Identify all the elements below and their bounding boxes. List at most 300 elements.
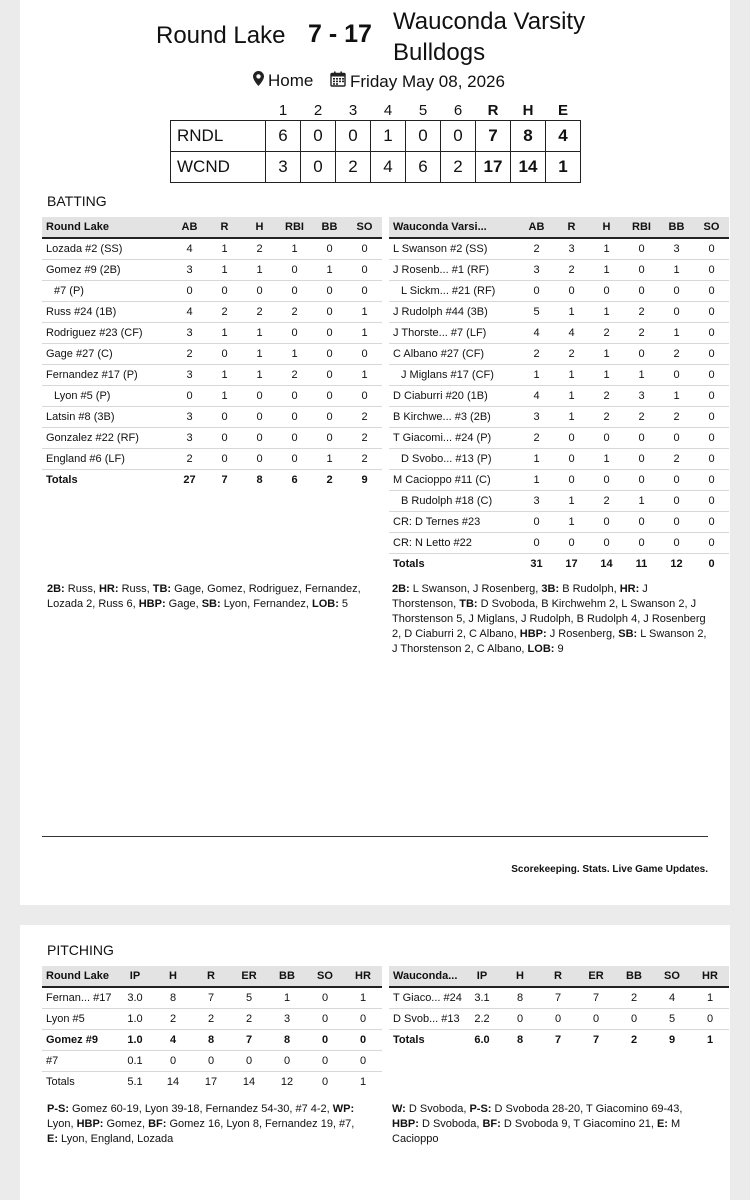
stat-value: 2	[347, 449, 382, 470]
player-name: D Svobo... #13 (P)	[389, 449, 519, 470]
stat-value: 0	[694, 302, 729, 323]
stat-value: 0	[207, 344, 242, 365]
stat-value: 0	[347, 344, 382, 365]
stat-value: 1	[207, 238, 242, 260]
table-row	[389, 449, 729, 470]
inning-score: 0	[441, 121, 476, 152]
stat-value: 0	[659, 365, 694, 386]
note-key: BF:	[148, 1118, 167, 1130]
stat-column-header: AB	[172, 217, 207, 238]
stat-value: 2	[554, 260, 589, 281]
stat-value: 1	[519, 470, 554, 491]
stat-value: 4	[154, 1030, 192, 1051]
pitching-card	[20, 925, 730, 1200]
stat-value: 3	[519, 491, 554, 512]
pitching-table-away	[389, 966, 729, 1050]
stat-value: 0	[207, 428, 242, 449]
stat-value: 1	[207, 386, 242, 407]
stat-value: 0	[277, 260, 312, 281]
note-key: E:	[656, 1118, 668, 1130]
stat-value: 1	[589, 238, 624, 260]
stat-value: 0	[554, 470, 589, 491]
stat-value: 3	[519, 407, 554, 428]
inning-header: 2	[313, 101, 323, 119]
team-name-header: Wauconda Varsi...	[389, 217, 519, 238]
player-name: Fernan... #17	[42, 987, 116, 1009]
stat-value: 0	[306, 987, 344, 1009]
stat-value: 0	[577, 1009, 615, 1030]
stat-value: 8	[268, 1030, 306, 1051]
table-row	[42, 323, 382, 344]
stat-value: 0	[172, 386, 207, 407]
runs-total: 17	[476, 152, 511, 183]
totals-value: 7	[221, 474, 228, 486]
stat-value: 2.2	[463, 1009, 501, 1030]
stat-value: 0	[589, 533, 624, 554]
away-team-name: Wauconda Varsity Bulldogs	[393, 8, 586, 66]
player-name: England #6 (LF)	[42, 449, 172, 470]
stat-value: 1	[207, 323, 242, 344]
stat-value: 0	[312, 323, 347, 344]
calendar-icon	[330, 71, 346, 92]
player-name: T Giacomi... #24 (P)	[389, 428, 519, 449]
stat-value: 0	[242, 428, 277, 449]
box-score-card	[20, 0, 730, 905]
note-key: WP:	[332, 1103, 355, 1115]
totals-value: 27	[183, 474, 196, 486]
stat-value: 0	[694, 533, 729, 554]
pitching-table-home	[42, 966, 382, 1092]
note-value: Russ,	[118, 583, 153, 595]
table-row	[389, 281, 729, 302]
table-row	[42, 238, 382, 260]
stat-value: 1	[242, 260, 277, 281]
player-name: J Rudolph #44 (3B)	[389, 302, 519, 323]
stat-value: 0	[694, 260, 729, 281]
note-value: Gomez 16, Lyon 8, Fernandez 19, #7,	[166, 1118, 355, 1130]
stat-value: 0	[694, 491, 729, 512]
note-value: Gomez 60-19, Lyon 39-18, Fernandez 54-30, #7 4-2,	[69, 1103, 333, 1115]
note-value: L Swanson 2, J Thorstenson 2, C Albano,	[392, 628, 707, 655]
stat-value: 0	[312, 428, 347, 449]
player-name: CR: D Ternes #23	[389, 512, 519, 533]
stat-value: 2	[589, 491, 624, 512]
player-name: L Swanson #2 (SS)	[389, 238, 519, 260]
note-value: L Swanson, J Rosenberg,	[409, 583, 542, 595]
totals-value: 9	[668, 1034, 676, 1046]
stat-value: 0	[519, 281, 554, 302]
note-value: Russ,	[64, 583, 99, 595]
stat-value: 0	[207, 281, 242, 302]
stat-column-header: ER	[230, 966, 268, 987]
stat-value: 1	[624, 365, 659, 386]
stat-value: 0	[312, 344, 347, 365]
note-value: B Rudolph,	[559, 583, 620, 595]
stat-value: 0	[694, 386, 729, 407]
stat-value: 2	[154, 1009, 192, 1030]
stat-value: 2	[519, 344, 554, 365]
stat-value: 1	[519, 365, 554, 386]
note-key: HR:	[619, 583, 640, 595]
note-key: TB:	[152, 583, 172, 595]
stat-column-header: RBI	[277, 217, 312, 238]
note-key: TB:	[459, 598, 478, 610]
table-row	[42, 302, 382, 323]
totals-value: 1	[706, 1034, 714, 1046]
stat-column-header: HR	[691, 966, 729, 987]
note-key: SB:	[618, 628, 638, 640]
stat-column-header: H	[154, 966, 192, 987]
totals-value: 12	[670, 558, 683, 570]
stat-value: 2	[230, 1009, 268, 1030]
stat-column-header: ER	[577, 966, 615, 987]
totals-value: 17	[204, 1076, 218, 1088]
totals-label: Totals	[46, 1076, 75, 1088]
note-key: P-S:	[47, 1103, 69, 1115]
hits-total: 8	[511, 121, 546, 152]
stat-column-header: H	[242, 217, 277, 238]
stat-value: 4	[519, 323, 554, 344]
stat-value: 0	[347, 238, 382, 260]
note-key: HBP:	[76, 1118, 104, 1130]
stat-value: 2	[347, 407, 382, 428]
stat-value: 2	[615, 987, 653, 1009]
hits-header: H	[522, 101, 534, 119]
stat-value: 1	[242, 323, 277, 344]
stat-column-header: HR	[344, 966, 382, 987]
player-name: J Rosenb... #1 (RF)	[389, 260, 519, 281]
stat-value: 1	[624, 491, 659, 512]
stat-value: 1	[277, 344, 312, 365]
stat-value: 3.0	[116, 987, 154, 1009]
stat-value: 3	[624, 386, 659, 407]
stat-value: 1	[554, 512, 589, 533]
table-row	[42, 1030, 382, 1051]
player-name: B Kirchwe... #3 (2B)	[389, 407, 519, 428]
stat-value: 0	[268, 1051, 306, 1072]
stat-value: 0	[659, 512, 694, 533]
stat-value: 4	[519, 386, 554, 407]
table-header-row	[42, 966, 382, 987]
stat-value: 0	[694, 470, 729, 491]
totals-value: 7	[592, 1034, 600, 1046]
stat-value: 4	[172, 302, 207, 323]
note-key: LOB:	[527, 643, 555, 655]
inning-score: 3	[266, 152, 301, 183]
stat-value: 0	[277, 407, 312, 428]
totals-value: 14	[600, 558, 613, 570]
note-key: E:	[47, 1133, 58, 1145]
totals-value: 6	[291, 474, 298, 486]
stat-value: 8	[501, 987, 539, 1009]
note-value: Lyon, England, Lozada	[58, 1133, 174, 1145]
stat-value: 0	[306, 1009, 344, 1030]
totals-row	[389, 554, 729, 575]
note-value: D Svoboda,	[405, 1103, 470, 1115]
stat-value: 0	[347, 281, 382, 302]
stat-value: 0	[344, 1030, 382, 1051]
stat-value: 8	[154, 987, 192, 1009]
stat-value: 0	[172, 281, 207, 302]
stat-value: 0	[347, 260, 382, 281]
stat-value: 0	[312, 302, 347, 323]
stat-value: 2	[172, 449, 207, 470]
stat-column-header: R	[192, 966, 230, 987]
note-value: Lyon, Fernandez,	[220, 598, 312, 610]
note-value: Gage, Gomez, Rodriguez, Fernandez, Lozada 2, Russ 6,	[47, 583, 361, 610]
team-name-header: Wauconda...	[389, 966, 463, 987]
stat-column-header: IP	[463, 966, 501, 987]
note-value: 9	[554, 643, 564, 655]
note-key: 3B:	[541, 583, 560, 595]
stat-value: 0	[207, 407, 242, 428]
stat-value: 2	[192, 1009, 230, 1030]
batting-section-title: BATTING	[47, 193, 107, 209]
stat-value: 0	[694, 428, 729, 449]
note-key: LOB:	[311, 598, 339, 610]
note-value: D Svoboda 28-20, T Giacomino 69-43,	[491, 1103, 683, 1115]
tagline: Scorekeeping. Stats. Live Game Updates.	[511, 864, 708, 875]
stat-value: 0	[694, 365, 729, 386]
totals-value: 8	[516, 1034, 524, 1046]
stat-value: 0	[694, 238, 729, 260]
stat-value: 0	[624, 238, 659, 260]
stat-value: 2	[519, 238, 554, 260]
table-row	[389, 365, 729, 386]
player-name: Fernandez #17 (P)	[42, 365, 172, 386]
player-name: Latsin #8 (3B)	[42, 407, 172, 428]
table-row	[389, 386, 729, 407]
player-name: Gage #27 (C)	[42, 344, 172, 365]
home-team-name: Round Lake	[156, 22, 286, 49]
stat-value: 0	[659, 302, 694, 323]
stat-value: 1	[554, 491, 589, 512]
stat-value: 2	[242, 302, 277, 323]
player-name: D Svob... #13	[389, 1009, 463, 1030]
stat-value: 7	[230, 1030, 268, 1051]
stat-value: 0	[624, 281, 659, 302]
stat-value: 1	[691, 987, 729, 1009]
line-score-row-home	[171, 121, 581, 152]
stat-value: 0.1	[116, 1051, 154, 1072]
inning-header: 1	[278, 101, 288, 119]
player-name: B Rudolph #18 (C)	[389, 491, 519, 512]
stat-value: 0	[554, 281, 589, 302]
date-label: Friday May 08, 2026	[350, 71, 505, 91]
inning-score: 2	[441, 152, 476, 183]
stat-value: 0	[312, 365, 347, 386]
note-value: D Svoboda,	[418, 1118, 483, 1130]
player-name: #7 (P)	[42, 281, 172, 302]
inning-header: 6	[453, 101, 463, 119]
stat-value: 2	[624, 323, 659, 344]
hits-total: 14	[511, 152, 546, 183]
stat-column-header: IP	[116, 966, 154, 987]
stat-value: 1	[242, 365, 277, 386]
stat-value: 0	[519, 512, 554, 533]
stat-value: 0	[624, 344, 659, 365]
stat-value: 2	[347, 428, 382, 449]
stat-value: 1	[242, 344, 277, 365]
runs-total: 7	[476, 121, 511, 152]
stat-value: 0	[306, 1051, 344, 1072]
stat-value: 0	[277, 281, 312, 302]
stat-value: 0	[624, 512, 659, 533]
stat-column-header: BB	[312, 217, 347, 238]
note-key: HBP:	[138, 598, 166, 610]
stat-value: 1	[554, 386, 589, 407]
runs-header: R	[487, 101, 499, 119]
table-row	[42, 281, 382, 302]
stat-value: 1	[554, 365, 589, 386]
note-key: BF:	[482, 1118, 501, 1130]
table-row	[389, 491, 729, 512]
totals-value: 14	[166, 1076, 180, 1088]
stat-value: 0	[615, 1009, 653, 1030]
inning-score: 4	[371, 152, 406, 183]
note-value: D Svoboda, B Kirchwehm 2, L Swanson 2, J Thorstenson 5, J Miglans, J Rudolph, B Rudolph 4, J Rosenberg 2, D Ciaburri 2, C Albano,	[392, 598, 706, 640]
totals-row	[42, 1072, 382, 1093]
stat-value: 0	[242, 407, 277, 428]
stat-column-header: R	[539, 966, 577, 987]
note-key: 2B:	[392, 583, 410, 595]
stat-value: 2	[554, 344, 589, 365]
stat-value: 1	[659, 260, 694, 281]
stat-value: 0	[312, 386, 347, 407]
stat-value: 3.1	[463, 987, 501, 1009]
stat-value: 0	[192, 1051, 230, 1072]
stat-value: 1	[312, 260, 347, 281]
table-row	[42, 1009, 382, 1030]
stat-value: 1	[207, 365, 242, 386]
table-row	[42, 344, 382, 365]
stat-value: 1	[347, 323, 382, 344]
line-score-table	[170, 100, 581, 183]
inning-score: 0	[301, 121, 336, 152]
player-name: #7	[42, 1051, 116, 1072]
stat-value: 0	[539, 1009, 577, 1030]
stat-value: 0	[554, 533, 589, 554]
batting-notes-away	[392, 582, 708, 657]
stat-value: 0	[659, 428, 694, 449]
player-name: Russ #24 (1B)	[42, 302, 172, 323]
table-row	[389, 1009, 729, 1030]
table-row	[42, 365, 382, 386]
note-key: SB:	[201, 598, 221, 610]
stat-value: 4	[172, 238, 207, 260]
player-name: J Thorste... #7 (LF)	[389, 323, 519, 344]
stat-column-header: BB	[659, 217, 694, 238]
player-name: D Ciaburri #20 (1B)	[389, 386, 519, 407]
stat-value: 0	[242, 386, 277, 407]
stat-value: 1	[554, 407, 589, 428]
stat-value: 1	[344, 987, 382, 1009]
stat-value: 3	[172, 260, 207, 281]
table-row	[42, 428, 382, 449]
totals-value: 0	[708, 558, 715, 570]
totals-label: Totals	[393, 558, 425, 570]
stat-value: 0	[589, 470, 624, 491]
stat-value: 0	[589, 512, 624, 533]
stat-value: 7	[539, 987, 577, 1009]
stat-value: 7	[192, 987, 230, 1009]
divider	[42, 836, 708, 837]
table-row	[389, 407, 729, 428]
totals-value: 17	[565, 558, 578, 570]
stat-value: 1	[347, 302, 382, 323]
stat-value: 0	[344, 1051, 382, 1072]
note-value: Gomez,	[103, 1118, 149, 1130]
table-row	[42, 407, 382, 428]
stat-value: 0	[694, 512, 729, 533]
table-row	[389, 533, 729, 554]
stat-value: 0	[277, 323, 312, 344]
totals-value: 11	[635, 558, 648, 570]
stat-value: 1	[519, 449, 554, 470]
table-row	[389, 470, 729, 491]
batting-table-away	[389, 217, 729, 574]
stat-value: 0	[277, 428, 312, 449]
totals-value: 14	[242, 1076, 256, 1088]
stat-value: 0	[154, 1051, 192, 1072]
stat-column-header: R	[554, 217, 589, 238]
table-header-row	[389, 966, 729, 987]
stat-column-header: AB	[519, 217, 554, 238]
player-name: Gomez #9 (2B)	[42, 260, 172, 281]
stat-value: 0	[694, 323, 729, 344]
stat-value: 0	[659, 470, 694, 491]
inning-header: 3	[348, 101, 358, 119]
note-value: M Cacioppo	[392, 1118, 681, 1145]
stat-value: 1.0	[116, 1009, 154, 1030]
stat-value: 2	[589, 386, 624, 407]
totals-value: 31	[530, 558, 543, 570]
note-value: D Svoboda 9, T Giacomino 21,	[500, 1118, 657, 1130]
player-name: L Sickm... #21 (RF)	[389, 281, 519, 302]
stat-column-header: SO	[653, 966, 691, 987]
line-score-row-away	[171, 152, 581, 183]
pitching-notes-away	[392, 1102, 708, 1147]
player-name: Lyon #5	[42, 1009, 116, 1030]
stat-value: 0	[659, 533, 694, 554]
table-row	[42, 987, 382, 1009]
inning-score: 0	[301, 152, 336, 183]
table-row	[389, 260, 729, 281]
stat-value: 2	[659, 449, 694, 470]
table-row	[389, 238, 729, 260]
errors-header: E	[557, 101, 568, 119]
table-row	[42, 1051, 382, 1072]
stat-value: 3	[172, 407, 207, 428]
stat-column-header: H	[501, 966, 539, 987]
stat-value: 3	[172, 428, 207, 449]
totals-value: 0	[321, 1076, 329, 1088]
totals-row	[389, 1030, 729, 1051]
stat-value: 0	[277, 449, 312, 470]
stat-value: 1	[589, 365, 624, 386]
stat-value: 0	[691, 1009, 729, 1030]
stat-value: 0	[624, 428, 659, 449]
stat-value: 1	[589, 302, 624, 323]
inning-score: 1	[371, 121, 406, 152]
stat-value: 2	[624, 302, 659, 323]
stat-value: 0	[312, 281, 347, 302]
stat-value: 2	[624, 407, 659, 428]
stat-value: 2	[242, 238, 277, 260]
note-value: J Rosenberg,	[546, 628, 619, 640]
stat-value: 0	[659, 281, 694, 302]
stat-value: 0	[242, 449, 277, 470]
